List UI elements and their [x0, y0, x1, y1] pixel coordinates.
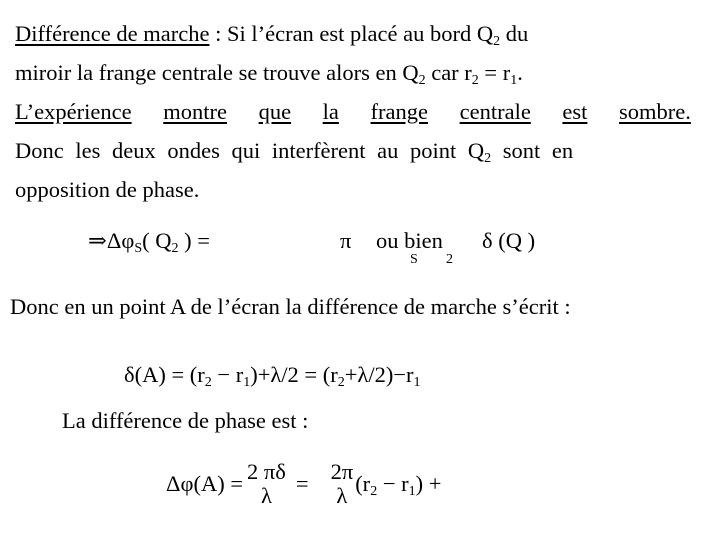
phase-difference-label: La différence de phase est :: [62, 408, 309, 433]
equation-path-difference: $\delta(A) = (r_2 - r_1)+\lambda/2 = (r_2+\lambda/2)-r_1$: [124, 362, 421, 390]
paragraph-path-difference-at-a: Donc en un point A de l’écran la différence de marche s’écrit :: [10, 294, 571, 319]
stray-subscript-s: S: [410, 252, 418, 267]
underlined-word: que: [258, 99, 292, 124]
fraction-2pi-delta-over-lambda: 2 πδ λ: [247, 459, 286, 508]
pi-symbol: π: [340, 228, 352, 253]
equation-phase-difference: Δφ(A) = 2 πδ λ = 2π λ $(r_2 - r_1)$ +: [166, 459, 442, 508]
paragraph-path-difference: [15, 14, 691, 209]
heading-path-difference: Différence de marche: [15, 21, 210, 46]
fraction-2pi-over-lambda: 2π λ: [330, 459, 354, 508]
underlined-word: la: [322, 99, 339, 124]
underlined-word: frange: [370, 99, 428, 124]
underlined-word: centrale: [459, 99, 531, 124]
ou-bien-text: ou bien: [376, 228, 443, 253]
paragraph-line-1: Différence de marche : Si l’écran est placé au bord $Q_2$ du: [15, 21, 529, 49]
underlined-word: L’expérience: [15, 99, 132, 124]
paragraph-line-5: opposition de phase.: [15, 177, 200, 202]
underlined-word: montre: [163, 99, 227, 124]
paragraph-line-4: Donc les deux ondes qui interfèrent au point $Q_2$ sont en: [15, 138, 574, 166]
underlined-word: est: [562, 99, 588, 124]
paragraph-line-2: miroir la frange centrale se trouve alors en $Q_2$ car $r_2 = r_1$.: [15, 60, 523, 88]
underlined-word: sombre.: [619, 99, 691, 124]
delta-q-expression: δ (Q ): [482, 228, 536, 253]
paragraph-line-3: [15, 92, 691, 131]
equation-phase-shift: $\Rightarrow\Delta\varphi_S$( $Q_2$ ) =: [88, 228, 210, 256]
stray-subscript-2: 2: [446, 252, 453, 267]
